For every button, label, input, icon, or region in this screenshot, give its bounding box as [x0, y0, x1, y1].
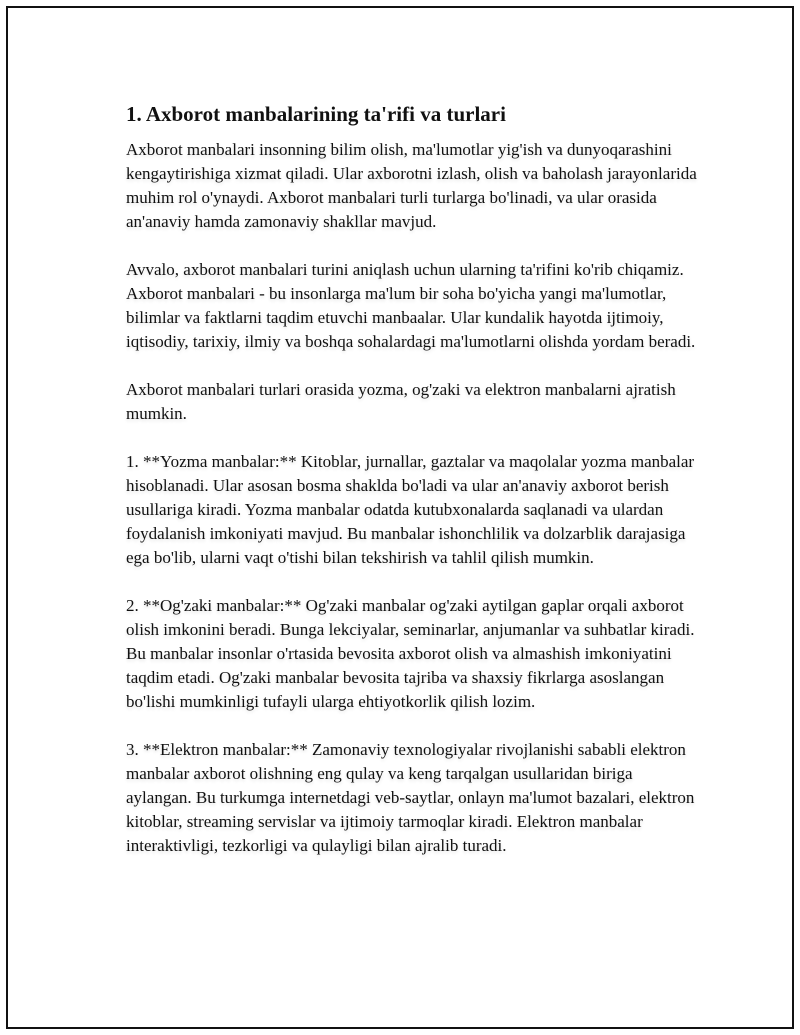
- paragraph-oral-sources: 2. **Og'zaki manbalar:** Og'zaki manbalar og'zaki aytilgan gaplar orqali axborot olish imkonini beradi. Bunga lekciyalar, seminarlar, anjumanlar va suhbatlar kiradi. Bu manbalar insonlar o'rtasida bevosita axborot olish va almashish imkoniyatini taqdim etadi. Og'zaki manbalar bevosita tajriba va shaxsiy fikrlarga asoslangan bo'lishi mumkinligi tufayli ularga ehtiyotkorlik qilish lozim.: [126, 596, 695, 711]
- document-body: [126, 100, 701, 858]
- paragraph-definition: Avvalo, axborot manbalari turini aniqlash uchun ularning ta'rifini ko'rib chiqamiz. Axborot manbalari - bu insonlarga ma'lum bir soha bo'yicha yangi ma'lumotlar, bilimlar va faktlarni taqdim etuvchi manbaalar. Ular kundalik hayotda ijtimoiy, iqtisodiy, tarixiy, ilmiy va boshqa sohalardagi ma'lumotlarni olishda yordam beradi.: [126, 260, 696, 351]
- paragraph-types-overview: Axborot manbalari turlari orasida yozma, og'zaki va elektron manbalarni ajratish mumkin.: [126, 380, 676, 423]
- page-frame: [6, 6, 794, 1029]
- section-heading: 1. Axborot manbalarining ta'rifi va turlari: [126, 102, 506, 126]
- paragraph-written-sources: 1. **Yozma manbalar:** Kitoblar, jurnallar, gaztalar va maqolalar yozma manbalar hisoblanadi. Ular asosan bosma shaklda bo'ladi va ular an'anaviy axborot berish usullariga kiradi. Yozma manbalar odatda kutubxonalarda saqlanadi va ulardan foydalanish imkoniyati mavjud. Bu manbalar ishonchlilik va dolzarblik darajasiga ega bo'lib, ularni vaqt o'tishi bilan tekshirish va tahlil qilish mumkin.: [126, 452, 695, 567]
- paragraph-electronic-sources: 3. **Elektron manbalar:** Zamonaviy texnologiyalar rivojlanishi sababli elektron manbalar axborot olishning eng qulay va keng tarqalgan usullaridan biriga aylangan. Bu turkumga internetdagi veb-saytlar, onlayn ma'lumot bazalari, elektron kitoblar, streaming servislar va ijtimoiy tarmoqlar kiradi. Elektron manbalar interaktivligi, tezkorligi va qulayligi bilan ajralib turadi.: [126, 740, 695, 855]
- paragraph-intro: Axborot manbalari insonning bilim olish, ma'lumotlar yig'ish va dunyoqarashini kengaytirishiga xizmat qiladi. Ular axborotni izlash, olish va baholash jarayonlarida muhim rol o'ynaydi. Axborot manbalari turli turlarga bo'linadi, va ular orasida an'anaviy hamda zamonaviy shakllar mavjud.: [126, 140, 697, 231]
